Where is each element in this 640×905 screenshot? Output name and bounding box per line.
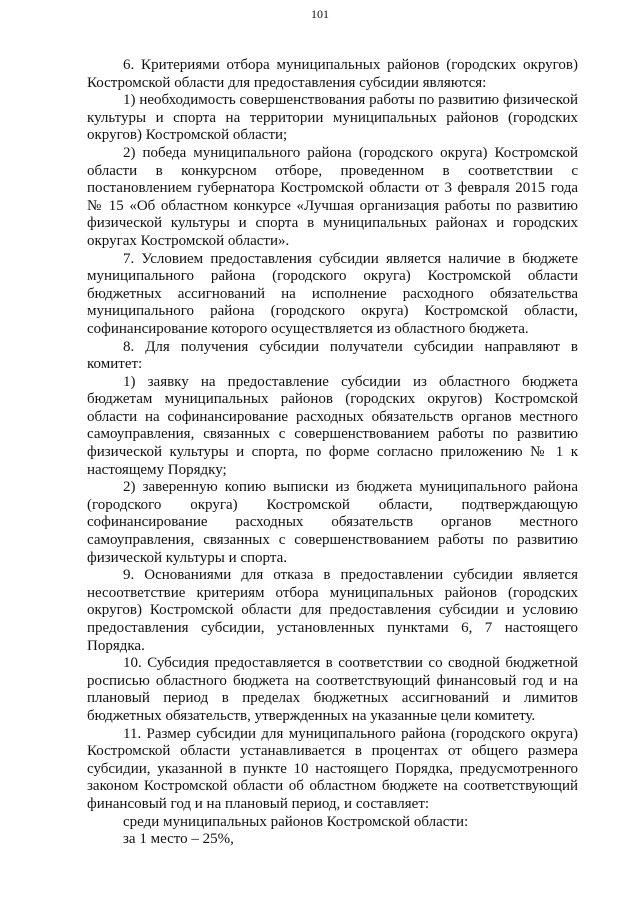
page-number: 101 (311, 7, 329, 21)
paragraph: 10. Субсидия предоставляется в соответствии со сводной бюджетной росписью областного бюджета на соответствующий финансовый год и на плановый период в пределах бюджетных ассигнований и лимитов бюджетных обязательств, утвержденных на указанные цели комитету. (87, 655, 578, 724)
paragraph: среди муниципальных районов Костромской области: (123, 813, 469, 830)
paragraph: за 1 место – 25%, (123, 831, 234, 848)
paragraph: 7. Условием предоставления субсидии является наличие в бюджете муниципального района (городского округа) Костромской области бюджетных ассигнований на исполнение расходного обязательства муниципального района (городского округа) Костромской области, софинансирование которого осуществляется из областного бюджета. (87, 250, 578, 337)
paragraph: 1) необходимость совершенствования работы по развитию физической культуры и спорта на территории муниципальных районов (городских округов) Костромской области; (87, 92, 578, 144)
paragraph: 1) заявку на предоставление субсидии из областного бюджета бюджетам муниципальных районов (городских округов) Костромской области на софинансирование расходных обязательств органов местного самоуправления, связанных с совершенствованием работы по развитию физической культуры и спорта, по форме согласно приложению № 1 к настоящему Порядку; (87, 373, 578, 478)
paragraph: 9. Основаниями для отказа в предоставлении субсидии является несоответствие критериям отбора муниципальных районов (городских округов) Костромской области для предоставления субсидии и условию предоставления субсидии, установленных пунктами 6, 7 настоящего Порядка. (87, 567, 578, 654)
paragraph: 2) заверенную копию выписки из бюджета муниципального района (городского округа) Костромской области, подтверждающую софинансирование расходных обязательств органов местного самоуправления, связанных с совершенствованием работы по развитию физической культуры и спорта. (87, 479, 578, 566)
paragraph: 6. Критериями отбора муниципальных районов (городских округов) Костромской области для предоставления субсидии являются: (87, 57, 578, 91)
paragraph: 11. Размер субсидии для муниципального района (городского округа) Костромской области устанавливается в процентах от общего размера субсидии, указанной в пункте 10 настоящего Порядка, предусмотренного законом Костромской области об областном бюджете на соответствующий финансовый год и на плановый период, и составляет: (87, 725, 578, 812)
paragraph: 8. Для получения субсидии получатели субсидии направляют в комитет: (87, 338, 578, 373)
paragraph: 2) победа муниципального района (городского округа) Костромской области в конкурсном отборе, проведенном в соответствии с постановлением губернатора Костромской области от 3 февраля 2015 года № 15 «Об областном конкурсе «Лучшая организация работы по развитию физической культуры и спорта в муниципальных районах и городских округах Костромской области». (87, 144, 578, 249)
document-body (87, 57, 578, 849)
